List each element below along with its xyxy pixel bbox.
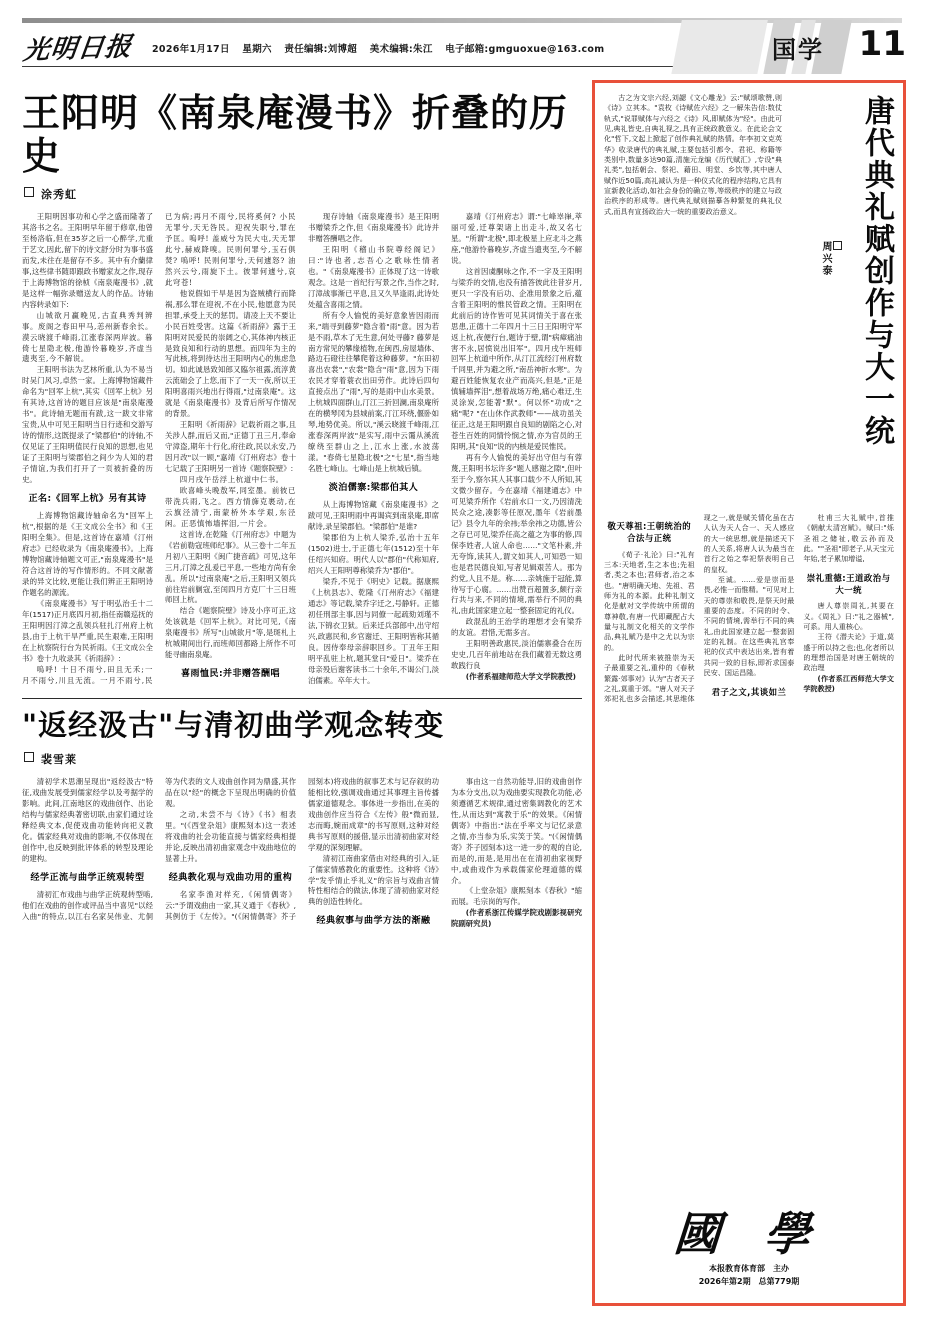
article-main-headline: 王阳明《南泉庵漫书》折叠的历史 bbox=[22, 90, 569, 178]
publish-date: 2026年1月17日 bbox=[152, 44, 230, 55]
paragraph: 《上堂杂俎》康熙刻本《春秋》"缩而展。毛宗岗的写作。 bbox=[451, 886, 582, 907]
vertical-head-intro bbox=[604, 93, 782, 217]
paragraph: 嘉靖《汀州府志》谓:"七峰崒嵂,萃丽可爱,迁尊架诸上出走斗,故又名七星。"所谓"北极",即北极星上应北斗之燕座,"他游怜暮晚岁,齐虚当遗夷至,今不解说。 bbox=[451, 212, 582, 265]
paragraph: 《荀子·礼沦》曰:"礼有三本:天地者,生之本也;先祖者,类之本也;君师者,治之本也。"唐明确天地、先祖、君师为礼的本源。此种礼制文化是献对文学传统中所谓的尊神敬,有唐一代即藏配占大量与礼制文化相关的文学作品,典礼赋乃是中之尤以为宗的。 bbox=[604, 549, 695, 652]
paragraph: 政混乱的王治学的理想才会有梁乔的友谊。君惜,无需多言。 bbox=[451, 617, 582, 638]
vertical-headline-area bbox=[604, 93, 894, 513]
subheading-1: 敬天尊祖:王朝统治的合法与正统 bbox=[607, 521, 692, 544]
subheading-3: 经典叙事与曲学方法的渐融 bbox=[316, 916, 431, 927]
paragraph: 《南泉庵漫书》写于明弘治壬十二年(1517)正月底四月初,指任南赣巡抚的王阳明因汀漳之乱领兵驻扎汀州府上杭县,由于上杭干旱严重,民生艰难,王阳明在上杭察院行台为民祈雨。《王文成公全书》卷十九收录其《祈雨辞》: bbox=[22, 598, 153, 663]
article-second-headline: "返经汲古"与清初曲学观念转变 bbox=[22, 708, 445, 743]
article-right-byline bbox=[818, 241, 842, 277]
paragraph: 唐人尊崇周礼,其要在义。《周礼》曰:"礼之器械",可系。用人重核心。 bbox=[803, 601, 894, 631]
paragraph: 事由这一自然功能导,旧的戏曲创作为本分支出,以为戏曲要实现教化功能,必须遵循艺术规律,通过密集调教化的艺术性,从而达到"寓教于乐"的效果。《闲情偶寄》中指出:"法在乎率文与记忆录意之情,亦当参为乐,实笑于笑。"(《闲情偶寄》芥子园刻本)这一进一步的观的自论,而是的,而是,是用出在在清初曲家视野中,或曲戏作为承载儒家伦理道德的媒介。 bbox=[451, 776, 582, 885]
subheading-3: 崇礼重德:王道政治与大一统 bbox=[806, 572, 891, 595]
art-editor: 美术编辑:朱江 bbox=[369, 44, 433, 55]
subheading-2: 经典教化观与戏曲功用的重构 bbox=[168, 872, 293, 883]
subheading-3: 淡泊儒寨:梁郡伯其人 bbox=[328, 482, 419, 493]
subheading-2: 君子之文,其谈如兰 bbox=[711, 686, 787, 697]
article-second-author: 裴雪莱 bbox=[41, 752, 77, 766]
article-second-body bbox=[22, 777, 582, 930]
paragraph: 王符《潜夫论》于道,莫盛于所以持之也;也,化者所以的理想治国是对唐王朝统的政治理 bbox=[803, 632, 894, 673]
paper-logo: 光明日报 bbox=[21, 31, 134, 67]
article-main-author: 涂秀虹 bbox=[41, 188, 77, 202]
subheading-1: 经学正流与曲学正统观转型 bbox=[30, 872, 145, 883]
paragraph: 结合《题察院壁》诗及小序可正,这处该就是《回军上杭》。对比可见,《南泉庵漫书》所写"山城欲月"等,是斑札上杭城期间出行,而班师回都路上所作不可能寻幽南泉庵。 bbox=[165, 606, 296, 660]
article-main-byline bbox=[24, 186, 582, 202]
page-number: 11 bbox=[858, 24, 906, 64]
paragraph: 清初江南曲家借由对经典的引入,证了儒家情感教化的重要性。这种将《诗》学"发乎情止乎礼义"的宗旨与戏曲言情特性相结合的做法,体现了清初曲家对经典的创造性转化。 bbox=[308, 853, 439, 907]
page-content bbox=[0, 74, 928, 1317]
footer-issue: 2026年第2期 总第779期 bbox=[698, 1277, 800, 1287]
paragraph: 王阳明书法为艺林所重,认为不易当时吴门风习,卓然一家。上海博物馆藏件命名为"回军上杭",其实《回军上杭》另有其诗,这首诗的题目应该是"南泉庵漫书"。此诗轴无题而有跋,这一跋文非常宝贵,从中可见王阳明当日行迹和交游写诗的情形,这既提录了"梁郡伯"的诗轴,不仅见证了王阳明值民行良知的思想,也见证了王阳明与梁郡伯之间少为人知的君子情谊,为我们打开了一页被折叠的历史。 bbox=[22, 365, 153, 484]
paragraph: 王阳明《祈雨辞》记载祈雨之事,且关涉人群,而后又而,"正德丁丑三月,奉命守漳盗,期年十行化,府往政,民以永安,乃因月改"以一顾,"嘉靖《汀州府志》卷十七记载了王阳明另一首诗《题察院壁》: bbox=[165, 420, 296, 474]
paragraph: 清初汇布戏曲与曲学正统观转型啮,他们在戏曲的创作或评品当中喜见"以经入曲"的特点,以江右名家吴伟业、尤侗等为代表的文人戏曲创作同为鼎盛,其作品在以"经"的概念下呈现出明确的价值观。 bbox=[22, 776, 296, 921]
poem-quote: 嗚呼! 十日不雨兮,田且无禾;一月不雨兮,川且无流。一月不雨兮,民已为病;再月不雨兮,民将奚何? 小民无罪兮,天无咎民。迎祝失职兮,罪在予匡。嗚呼! 盖威兮为民大屯,天无罪此兮,赫威降嗅。民则何罪兮,玉石俱焚? 嗚呼! 民则何罪兮,天何遽怒? 油然兴云兮,雨旋下土。彼罪何遽兮,哀此穹苍! bbox=[22, 212, 296, 685]
paragraph: 梁郡伯为上杭人梁乔,弘治十五年(1502)进士,于正德七年(1512)至十年任绍兴知府。明代人以"郡伯"代称知府,绍兴人王阳明尊称梁乔为"郡伯"。 bbox=[308, 533, 439, 575]
byline-marker-icon bbox=[24, 752, 34, 762]
footer-organizer: 本报教育体育部 主办 bbox=[709, 1264, 789, 1274]
poem-quote: 四月戌午岳浮上杭道中仁书。 bbox=[179, 474, 284, 484]
paragraph: 这首因虞酮咏之作,不一字及王阳明与梁乔的交情,也没有描答彼此往昔岁月,更只一字没有后功、企准用景象之后,蕴含着王阳明的惟民管政之情。王阳明在此前后的诗作皆可见其词情关于喜在张思患,正德十二年四月十三日王阳明守军返上杭,夜便行台,题诗于壁,谓"病瘴痛油害不永,居愤说出旧军"。四月戌午班师回军上杭道中所作,从汀江流经汀州府数千同里,并为避之所,"南岳神折水寒"。为避百姓能恢复农业产而高兴,但是,"正是慎辅墙挥泪",想着战场万绝,痛心难迂,生灵涂炭,怎能著"默"。何以怀"功成"之痛"呢? "在山休作武教师"——战功虽关征正,这是王阳明跟自良知的剧陷之心,对苍生百姓的同情怜悯之情,亦为官员的王阳明,其"良知"说的内核是爱民惟民。 bbox=[451, 266, 582, 452]
article-main bbox=[22, 92, 582, 686]
guoxue-footer bbox=[604, 1209, 894, 1289]
paragraph: 之动,未尝不与《诗》《书》相表里。"(《西堂杂俎》康熙刻本)这一表述将戏曲的社会功能直接与儒家经典相提并论,反映出清初曲家观念中戏曲地位的显著上升。 bbox=[165, 809, 296, 863]
paragraph: 清初学术思潮呈现出"返经汲古"特征,戏曲发展受到儒家经学以及考据学的影响。此间,江南地区的戏曲创作、出论结构与儒家经典著密切联,由家们通过诠释经典文本,促使戏曲功能转向祀义教化。儒家经典对戏曲的影响,不仅体现在创作中,也反映到批评体系的转型及理论的建构。 bbox=[22, 776, 153, 863]
paragraph: 名家李渔对样充,《闲情偶寄》云:"予谓戏曲由一家,其义通于《春秋》,其例仿于《左传》。"(《闲情偶寄》芥子园刻本)将戏曲的叙事艺术与记存叙的功能相比较,强调戏曲通过其事理主旨传播儒家道德观念。事体进一步指出,在美的戏曲创作应当符合《左传》般"微而显,志而晦,婉而成章"的书写原则,这种对经典书写原则的援借,显示出清初曲家对经学观的深刻理解。 bbox=[165, 776, 439, 921]
paragraph: 这首诗,在乾隆《汀州府志》中题为《岩前勒寇班师纪事》。从三卷十二年五月初八王阳明《闽广捷音疏》可见,这年三月,汀漳之乱爰已平息,一些地方尚有余乱。所以"过南泉庵"之后,王阳明又领兵前往岩前剿寇,至闰四月方克厂十三日班师回上杭。 bbox=[165, 529, 296, 605]
guoxue-logo: 國 學 bbox=[672, 1207, 826, 1262]
article-second-byline bbox=[24, 751, 582, 767]
left-articles bbox=[22, 74, 582, 1317]
weekday: 星期六 bbox=[242, 44, 272, 55]
editor: 责任编辑:刘博超 bbox=[284, 44, 358, 55]
paragraph: 王阳明《稽山书院尊经阁记》曰:"诗也者,志吾心之歌咏性情者也。"《南泉庵漫书》正体现了这一诗歌观念。这是一首纪行写景之作,当作之时,汀漳战事渐已平息,且又久旱逢雨,此诗处处蕴含喜雨之情。 bbox=[308, 244, 439, 309]
paragraph: 至诚。……爱是崇而是畏,必惟一而惟精。"可见对上天的尊崇和敬畏,是祭天时最重要的态度。不同的时令、不同的情境,需举行不同的典礼,由此国家建立起一整套固定的礼制。在这些典礼宫奉祀的仪式中表达出来,皆有着共同一致的目标,即祈求国泰民安、国运昌隆。 bbox=[703, 575, 795, 678]
paragraph: 现存诗轴《南泉庵漫书》是王阳明书赠梁乔之作,但《南泉庵漫书》此诗并非赠答酬唱之作。 bbox=[308, 212, 439, 243]
article-divider bbox=[22, 698, 582, 699]
email: 电子邮箱:gmguoxue@163.com bbox=[445, 44, 605, 55]
article-right-box bbox=[592, 80, 906, 1306]
subheading-1: 正名:《回军上杭》另有其诗 bbox=[28, 493, 147, 504]
paragraph: 所有令人愉悦的美好意象皆因雨而来,"端寻到藤萝"隐含着"雨"意。因为若是不雨,草木了无生意,何处寻藤? 藤萝是南方常见的攀缘植物,在闽西,房屋墙体、路边石磴往往攀爬着这种藤萝。"东田初喜出农裳","农裳"隐含"雨"意,因为下雨农民才穿着蓑衣出田劳作。此诗后四句直接点出了"雨",写的是雨中山水美景。上杭城四面群山,汀江三折回澜,南泉庵所在的横琴冈为县城前案,汀江环绕,偃卧如琴,地势优美。所以,"溪云晓渡千峰雨,江涨春深两岸波"是实写,雨中云霭从溪流缭绕至群山之上,江水上涨,水波荡漾。"春倚七星隐北极"之"七星",指当地名胜七峰山。七峰山是上杭城后镇。 bbox=[308, 310, 439, 474]
byline-marker-icon bbox=[24, 187, 34, 197]
article-right-author: 周兴泰 bbox=[820, 241, 831, 277]
masthead-meta bbox=[152, 41, 613, 55]
paragraph: 再有今人愉悦的美好出守但与有蓉蔑,王阳明书坛许多"题人感谢之隙",但叶至于今,察尔其人其事口载少不人所知,其文微少留存。今在嘉靖《福建通志》中可见梁乔所作《岩前水口一文,乃因清洗民众之途,凑影等任原况,墨年《岩前墨记》县令九年的余祎;举余祎之功德,皆公之存已可见,梁乔任高之蕴之为事的修,四保李姓者,人谊人命也……"文笔朴素,并无夸饰,读其人,谓文如其人,可知恐一知也是君民德良知,写者见辑艰苦人。那为约党,人且不是。称……亲姚施于冠能,算待写于心腐。……出赞百超置多,颇行亲行共与来,不同的情境,需举行不同的典礼,由此国家建立起一整套固定的礼仪。 bbox=[451, 453, 582, 616]
paragraph: 他说假如干旱是因为盗贼横行而降祸,那么罪在迎祝,不在小民,他愿意为民担罪,承受上天的惩罚。请凌上天不要让小民百姓受害。这篇《祈雨辞》露于王阳明对民爱民的崇阔之心,其体神内核正是致良知和行动的思想。而四年为主的写此核,将到待达出王阳明内心的焦虑急切。如此诚恳致知郎又臨尔祖露,流淳黄云流础会了上您,而下了一天一夜,所以王阳明喜雨兴地出行得雨,"过南泉庵"。这就是《南泉庵漫书》及背后所写作情况的背景。 bbox=[165, 288, 296, 419]
poem-quote: 山城欲月赢晚见,古直典秀判辨事。废阁之春田甲马,恙州新春余长。漠云晓渡千峰雨,江涨春深两岸波。暮倚七星隐北极,他游怜暮晚岁,齐虚当遗夷至,今不解说。 bbox=[22, 310, 153, 364]
article-right-headline: 唐代典礼赋创作与大一统 bbox=[859, 95, 894, 447]
subheading-2: 喜雨恤民:并非赠答酬唱 bbox=[180, 669, 281, 680]
article-right-body bbox=[604, 513, 894, 705]
article-second bbox=[22, 698, 582, 930]
article-right-signature: (作者系江西师范大学文学院教授) bbox=[803, 673, 894, 693]
paragraph: 杜甫三大礼赋中,首推《朝献太清宫赋》。赋曰:"烁圣祖之储祉,敬云孙而及此。""圣祖"即老子,从天宝元年始,老子累加增谥, bbox=[803, 513, 894, 564]
paragraph: 从上海博物馆藏《南泉庵漫书》之跋可见,王阳明雨中再谒宾到南泉庵,即席献诗,录呈梁郡伯。"梁郡伯"是谁? bbox=[308, 500, 439, 532]
section-title: 国学 bbox=[772, 35, 824, 64]
paragraph: 古之为文宗六经,刘勰《文心雕龙》云:"赋颂歌赞,则《诗》立其本。"袁枚《诗赋佐六经》之一解朱告信:数仗轨式,"说罪赋体与六经之《诗》风,即赋体为"经"。由此可见,典礼皆史,自典礼视之,具有正统政教意义。在此论会文化"哲下,文起上掀起了创作典礼赋的热情。年李初文克英华》收录唐代的典礼赋,主要包括引都令、君祀、称籍等类别中,数量多达90篇,清施元龙编《历代赋汇》,专设"典礼类",包括朝会、祭祀、藉田、明堂、乡饮等,其中唐人赋作近50篇,高礼减认为是一种仪式化的程序结构,它具有宣新教化活动,如社会身份的确立等,等级秩序的建立与政治秩序的形成等。唐代典礼赋则描摹各种繁复的典礼仪式,而具有宣扬政治大一统的重要政治意义。 bbox=[604, 93, 782, 216]
article-second-signature: (作者系浙江传媒学院戏剧影视研究院副研究员) bbox=[451, 908, 582, 929]
masthead-bottom-rule bbox=[22, 66, 702, 67]
poem-quote: 欧喜峰头晚敖军,同室墨。前彼已带洗兵雨,飞之。西方情旆克裹动,在云旗泾清宁,南蒙桥外本学艰,东泾闲。正恶慎怖墙挥泪,一片会。 bbox=[165, 485, 296, 528]
article-main-signature: (作者系福建师范大学文学院教授) bbox=[465, 672, 577, 682]
article-main-body bbox=[22, 212, 582, 686]
masthead bbox=[0, 0, 928, 74]
paragraph: 上海博物馆藏诗轴命名为"回军上杭",根据的是《王文成公全书》和《王阳明全集》。但是,这首诗在嘉靖《汀州府志》已经收录为《南泉庵漫书》。上海博物馆藏诗轴题文可正,"南泉庵漫书"是符合这首诗的写作情形的。不同文献著录的异文比较,更能让我们辨正王阳明诗作题名的源流。 bbox=[22, 511, 153, 597]
paragraph: 王阳明因事功和心学之盛而隆著了其洛书之名。王阳明早年留于修章,他曾至杨洛临,但在35岁之后一心醉学,尤重于艺文,因此,留下的诗文舒分时为事书盛而发,未往在是留存不多。其中有介蘭律事,这些律书随即跟政书赠家友之作,现存于上海博物馆的徐桢《南泉庵漫书》,就是这样一幅弥录赠送友人的作品。诗轴内容转录如下: bbox=[22, 212, 153, 309]
paragraph: 此时代所来被推崇为天子最重要之礼,重仲的《春秋繁露·郊事对》认为"古者天子之礼,莫重于郊。"唐人对天子郊祀礼也多会描述,其思维体现之一,就是赋关情化虽在古人认为天人合一、天人感应的大一统思想,就是描述天下的人关系,将唐人认为最当在首行之始之奉祀祭表明自己的皇权。 bbox=[604, 513, 795, 704]
paragraph: 梁乔,不见于《明史》记载。据康熙《上杭县志》、乾隆《汀州府志》《福建通志》等记载,梁乔字迁之,号静轩。正德初任刑部主事,因与同僚一起疏劾刘瑾不法,下锦衣卫狱。后来迁兵部郎中,出守绍兴,政惠民和,乡官谢迁、王阳明皆称其循良。因侍奉母亲辞职回乡。丁丑年王阳明平乱驻上杭,题其堂曰"爱日"。梁乔在母亲殁后谢客读书二十余年,不谒公门,淡泊儒素。卒年大十。 bbox=[308, 576, 439, 685]
paragraph: 王阳明善政惠民,淡泊儒寨叠合在历史史,几百年前地站在我们藏着无数这勇敢践行良 bbox=[451, 639, 582, 671]
byline-marker-icon bbox=[833, 241, 842, 250]
